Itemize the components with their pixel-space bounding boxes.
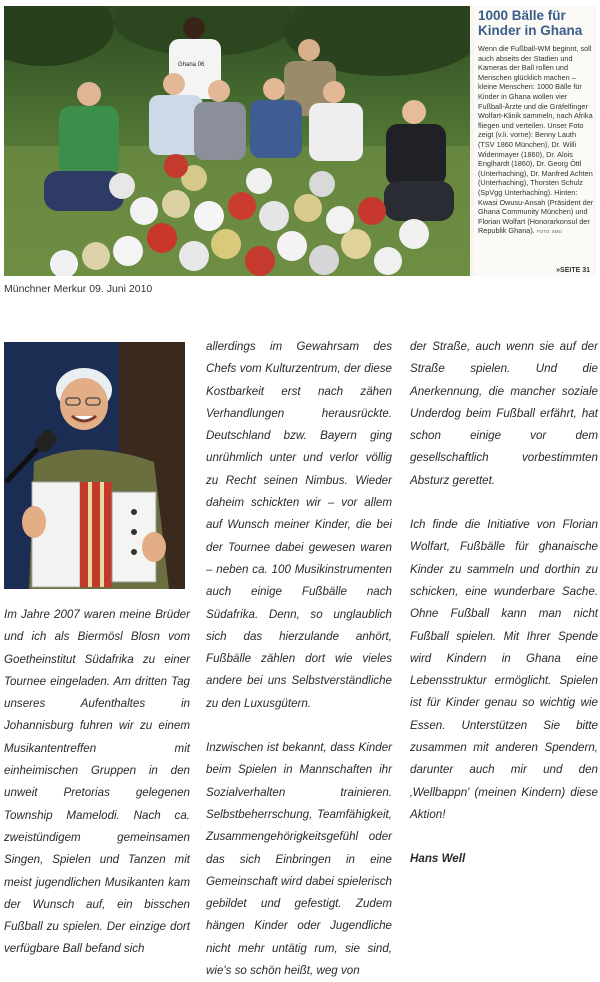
paragraph: allerdings im Gewahrsam des Chefs vom Kulturzentrum, der diese Kostbarkeit erst nach zähen Verhandlungen herausrückte. Deutschland bzw. Bayern ging unrühmlich unter und verlor völlig zu Recht seinen Nimbus. Wieder daheim schickten wir – vor allem auf Wunsch meiner Kinder, die bei der Tournee dabei gewesen waren – neben ca. 100 Musikinstrumenten auch einige Fußbälle nach Südafrika. Denn, so unglaublich sich das hierzulande anhört, Fußbälle zählen dort wie vieles andere bei uns Selbstverständliche zu den Luxusgütern. [206, 340, 392, 710]
portrait-accordion-player [4, 342, 185, 589]
paragraph: der Straße, auch wenn sie auf der Straße spielen. Und die Anerkennung, die mancher soziale Underdog beim Fußball erfährt, hat schon einige vor dem gesellschaftlich vorbestimmten Absturz gerettet. [410, 340, 598, 487]
clipping-caption: Münchner Merkur 09. Juni 2010 [4, 283, 153, 295]
page-reference: »SEITE 31 [556, 267, 590, 274]
clipping-title: 1000 Bälle für Kinder in Ghana [478, 8, 583, 38]
article-column-3 [410, 336, 598, 871]
svg-text:Ghana 06: Ghana 06 [178, 62, 205, 68]
photo-credit: FOTO: SMO [536, 229, 562, 235]
paragraph: Im Jahre 2007 waren meine Brüder und ich als Biermösl Blosn vom Goetheinstitut Südafrika zu einer Tournee eingeladen. Am dritten Tag unseres Aufenthaltes in Johannisburg fuhren wir zu einem Musikantentreffen mit einheimischen Gruppen in den unweit Pretorias gelegenen Township Mamelodi. Nach ca. zweistündigem gemeinsamen Singen, Spielen und Tanzen mit meist jugendlichen Musikanten kam der Wunsch auf, ein bisschen Fußball zu spielen. Der einzige dort verfügbare Ball befand sich [4, 608, 190, 956]
author-signature: Hans Well [410, 852, 466, 866]
group-photo-with-footballs [4, 6, 470, 276]
paragraph: Ich finde die Initiative von Florian Wolfart, Fußbälle für ghanaische Kinder zu sammeln und dorthin zu schicken, eine wunderbare Sache. Ohne Fußball kann man nicht Fußball spielen. Mit Ihrer Spende wird Kindern in Ghana eine Lebensstruktur ermöglicht. Spielen ist für Kinder genau so wichtig wie Essen. Unterstützen Sie bitte zusammen mit anderen Spendern, darunter auch mir und den ‚Wellbappn' (meinen Kindern) diese Aktion! [410, 518, 598, 821]
group-photo-illustration [4, 6, 470, 276]
portrait-illustration [4, 342, 185, 589]
article-column-1 [4, 604, 190, 961]
paragraph: Inzwischen ist bekannt, dass Kinder beim Spielen in Mannschaften ihr Sozialverhalten trainieren. Selbstbeherrschung, Teamfähigkeit, Zusammengehörigkeitsgefühl oder das sich Einbringen in eine Gemeinschaft wird dabei spielerisch gebildet und gefestigt. Zudem hängen Kinder oder Jugendliche nicht mehr untätig rum, sie sind, wie's so schön heißt, weg von [206, 741, 392, 978]
clipping-sidebar [474, 6, 594, 276]
clipping-text: Wenn die Fußball-WM beginnt, soll auch abseits der Stadien und Kameras der Ball rollen und Menschen glücklich machen – kleine Menschen: 1000 Bälle für Kinder in Ghana wollen vier Fußball-Ärzte und die Gräfelfinger Wolfart-Klinik sammeln, nach Afrika fliegen und verteilen. Unser Foto zeigt (v.li. vorne): Benny Lauth (TSV 1860 München), Dr. Willi Widenmayer (1860), Dr. Alois Englhardt (1860), Dr. Georg Öttl (Unterhaching), Dr. Manfred Achten (Unterhaching), Thorsten Schulz (SpVgg Unterhaching). Hinten: Kwasi Owusu-Ansah (Präsident der Ghana Community München) und Florian Wolfart (Honorarkonsul der Republik Ghana). FOTO: SMO [478, 44, 594, 236]
newspaper-clipping [4, 6, 596, 276]
article-column-2 [206, 336, 392, 982]
